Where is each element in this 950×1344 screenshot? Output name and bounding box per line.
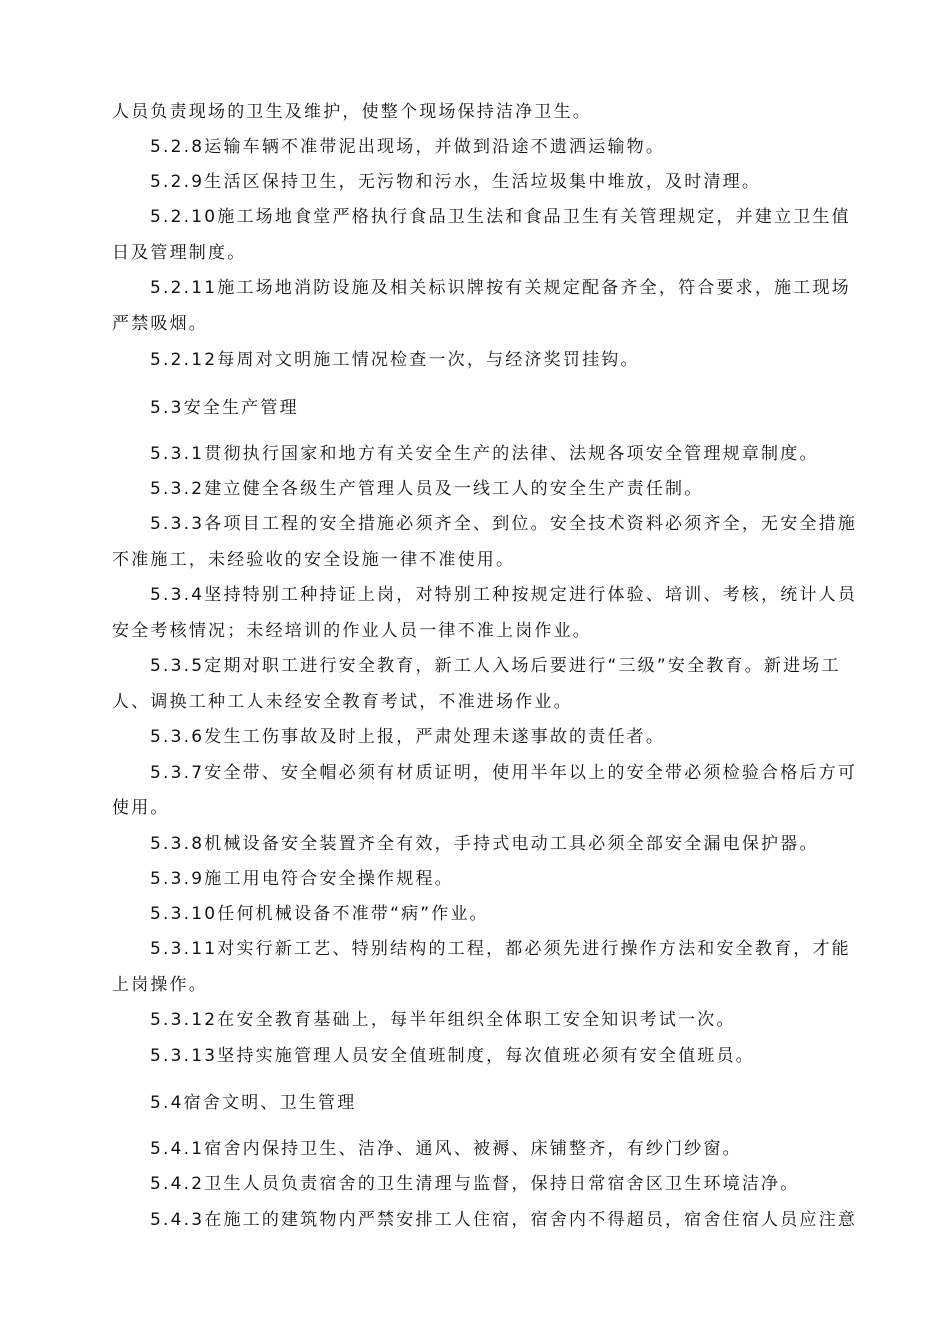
clause-5-3-8: 5.3.8机械设备安全装置齐全有效，手持式电动工具必须全部安全漏电保护器。 bbox=[150, 834, 819, 854]
text-line: 日及管理制度。 bbox=[112, 243, 247, 263]
section-heading-5-3: 5.3安全生产管理 bbox=[150, 398, 299, 418]
clause-5-3-13: 5.3.13坚持实施管理人员安全值班制度，每次值班必须有安全值班员。 bbox=[150, 1046, 755, 1066]
clause-5-2-10: 5.2.10施工场地食堂严格执行食品卫生法和食品卫生有关管理规定，并建立卫生值 bbox=[150, 207, 851, 227]
clause-5-4-3: 5.4.3在施工的建筑物内严禁安排工人住宿，宿舍内不得超员，宿舍住宿人员应注意 bbox=[150, 1210, 858, 1230]
clause-5-3-2: 5.3.2建立健全各级生产管理人员及一线工人的安全生产责任制。 bbox=[150, 479, 704, 499]
text-line: 严禁吸烟。 bbox=[112, 314, 208, 334]
text-line: 使用。 bbox=[112, 798, 170, 818]
clause-5-3-6: 5.3.6发生工伤事故及时上报，严肃处理未遂事故的责任者。 bbox=[150, 727, 666, 747]
text-line: 人、调换工种工人未经安全教育考试，不准进场作业。 bbox=[112, 692, 573, 712]
clause-5-3-4: 5.3.4坚持特别工种持证上岗，对特别工种按规定进行体验、培训、考核，统计人员 bbox=[150, 585, 858, 605]
clause-5-2-12: 5.2.12每周对文明施工情况检查一次，与经济奖罚挂钩。 bbox=[150, 350, 640, 370]
clause-5-4-1: 5.4.1宿舍内保持卫生、洁净、通风、被褥、床铺整齐，有纱门纱窗。 bbox=[150, 1139, 742, 1159]
text-line: 人员负责现场的卫生及维护，使整个现场保持洁净卫生。 bbox=[112, 102, 592, 122]
clause-5-3-3: 5.3.3各项目工程的安全措施必须齐全、到位。安全技术资料必须齐全，无安全措施 bbox=[150, 514, 858, 534]
text-line: 安全考核情况；未经培训的作业人员一律不准上岗作业。 bbox=[112, 621, 592, 641]
clause-5-3-11: 5.3.11对实行新工艺、特别结构的工程，都必须先进行操作方法和安全教育，才能 bbox=[150, 939, 851, 959]
clause-5-3-9: 5.3.9施工用电符合安全操作规程。 bbox=[150, 869, 454, 889]
clause-5-3-7: 5.3.7安全带、安全帽必须有材质证明，使用半年以上的安全带必须检验合格后方可 bbox=[150, 763, 858, 783]
clause-5-2-11: 5.2.11施工场地消防设施及相关标识牌按有关规定配备齐全，符合要求，施工现场 bbox=[150, 278, 851, 298]
clause-5-2-8: 5.2.8运输车辆不准带泥出现场，并做到沿途不遗洒运输物。 bbox=[150, 137, 666, 157]
clause-5-2-9: 5.2.9生活区保持卫生，无污物和污水，生活垃圾集中堆放，及时清理。 bbox=[150, 172, 762, 192]
clause-5-3-1: 5.3.1贯彻执行国家和地方有关安全生产的法律、法规各项安全管理规章制度。 bbox=[150, 444, 819, 464]
text-line: 上岗操作。 bbox=[112, 975, 208, 995]
section-heading-5-4: 5.4宿舍文明、卫生管理 bbox=[150, 1093, 357, 1113]
clause-5-4-2: 5.4.2卫生人员负责宿舍的卫生清理与监督，保持日常宿舍区卫生环境洁净。 bbox=[150, 1174, 800, 1194]
clause-5-3-5: 5.3.5定期对职工进行安全教育，新工人入场后要进行“三级”安全教育。新进场工 bbox=[150, 656, 841, 676]
clause-5-3-10: 5.3.10任何机械设备不准带“病”作业。 bbox=[150, 904, 489, 924]
clause-5-3-12: 5.3.12在安全教育基础上，每半年组织全体职工安全知识考试一次。 bbox=[150, 1010, 736, 1030]
text-line: 不准施工，未经验收的安全设施一律不准使用。 bbox=[112, 550, 516, 570]
